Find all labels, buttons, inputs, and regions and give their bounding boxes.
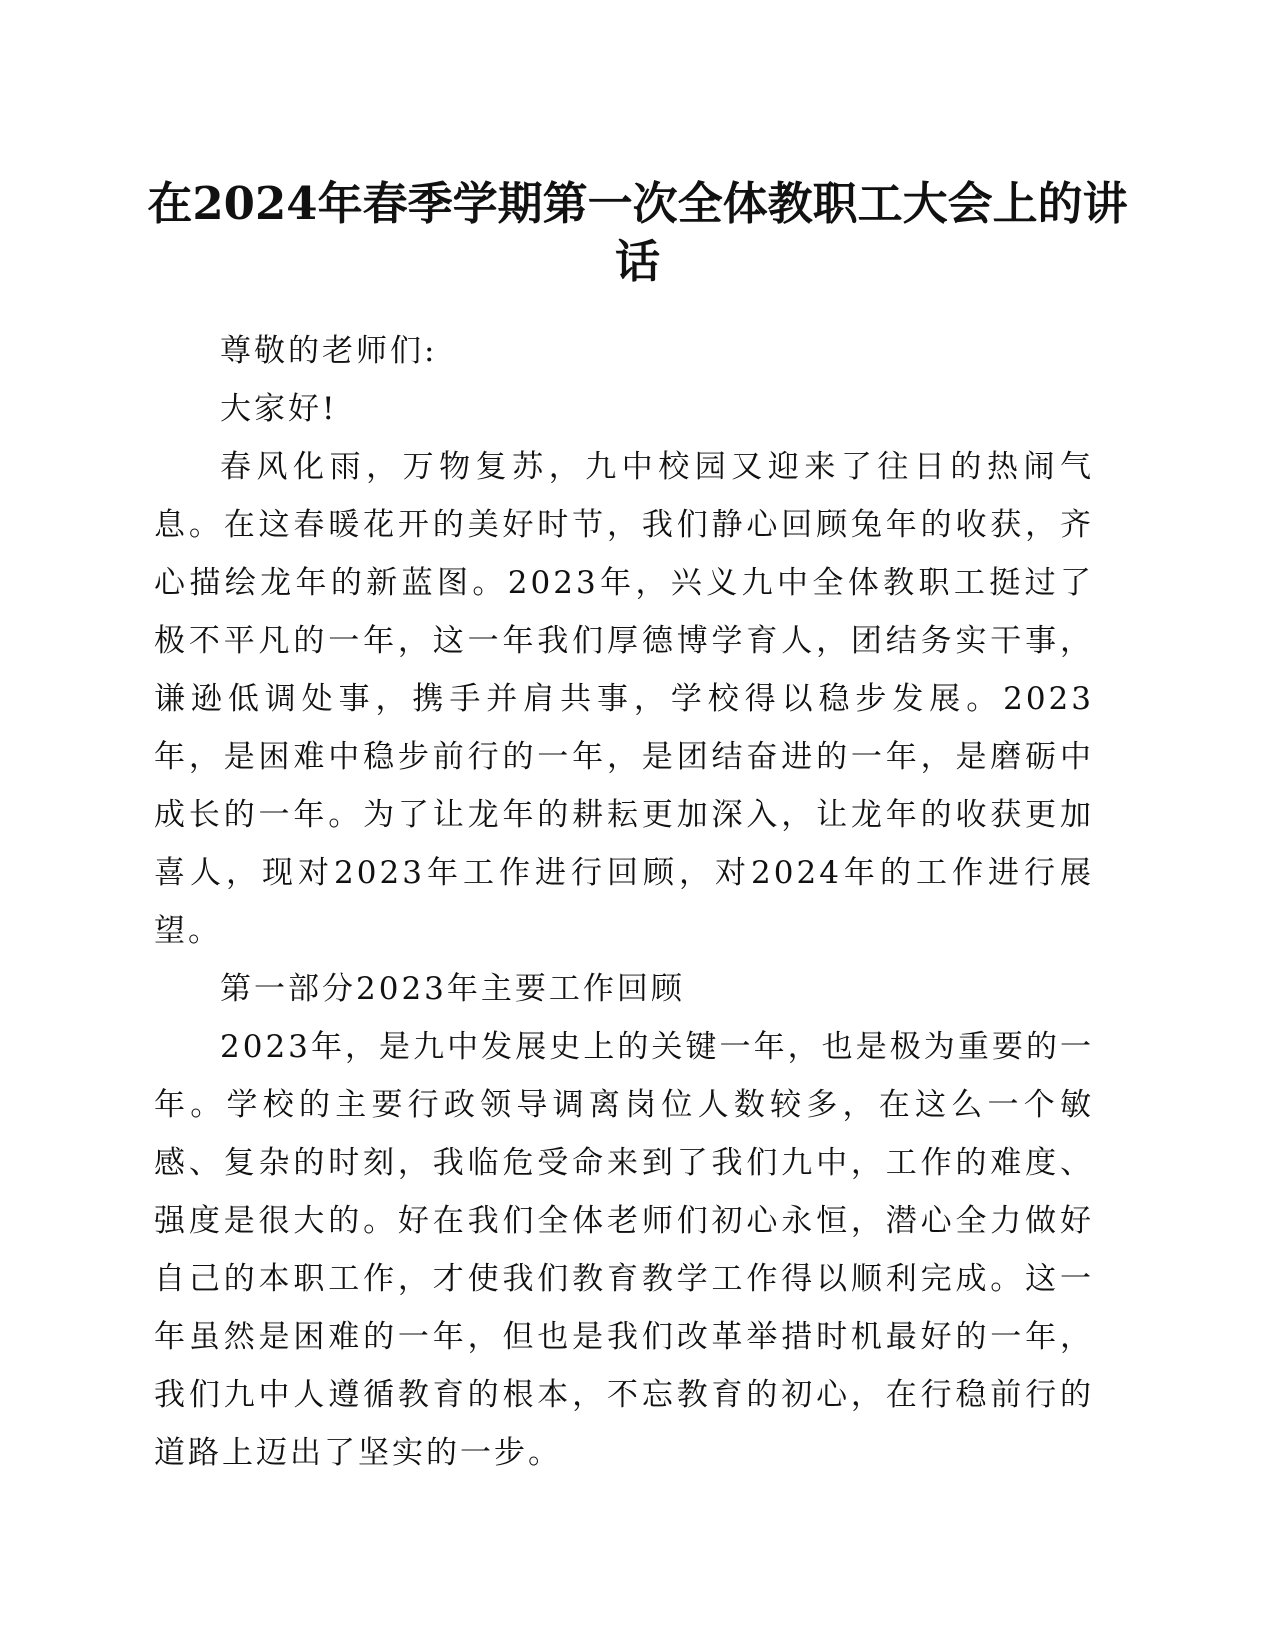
body-paragraph: 2023年，是九中发展史上的关键一年，也是极为重要的一年。学校的主要行政领导调离岗位人数较多，在这么一个敏感、复杂的时刻，我临危受命来到了我们九中，工作的难度、强度是很大的。好在我们全体老师们初心永恒，潜心全力做好自己的本职工作，才使我们教育教学工作得以顺利完成。这一年虽然是困难的一年，但也是我们改革举措时机最好的一年，我们九中人遵循教育的根本，不忘教育的初心，在行稳前行的道路上迈出了坚实的一步。 [154, 1029, 1094, 1471]
section-heading: 第一部分2023年主要工作回顾 [220, 971, 685, 1007]
greeting: 大家好! [220, 391, 338, 427]
document-body [154, 322, 1094, 1482]
salutation: 尊敬的老师们: [220, 333, 438, 369]
body-paragraph: 春风化雨，万物复苏，九中校园又迎来了往日的热闹气息。在这春暖花开的美好时节，我们静心回顾兔年的收获，齐心描绘龙年的新蓝图。2023年，兴义九中全体教职工挺过了极不平凡的一年，这一年我们厚德博学育人，团结务实干事，谦逊低调处事，携手并肩共事，学校得以稳步发展。2023年，是困难中稳步前行的一年，是团结奋进的一年，是磨砺中成长的一年。为了让龙年的耕耘更加深入，让龙年的收获更加喜人，现对2023年工作进行回顾，对2024年的工作进行展望。 [154, 449, 1094, 949]
document-title: 在2024年春季学期第一次全体教职工大会上的讲话 [147, 177, 1128, 288]
